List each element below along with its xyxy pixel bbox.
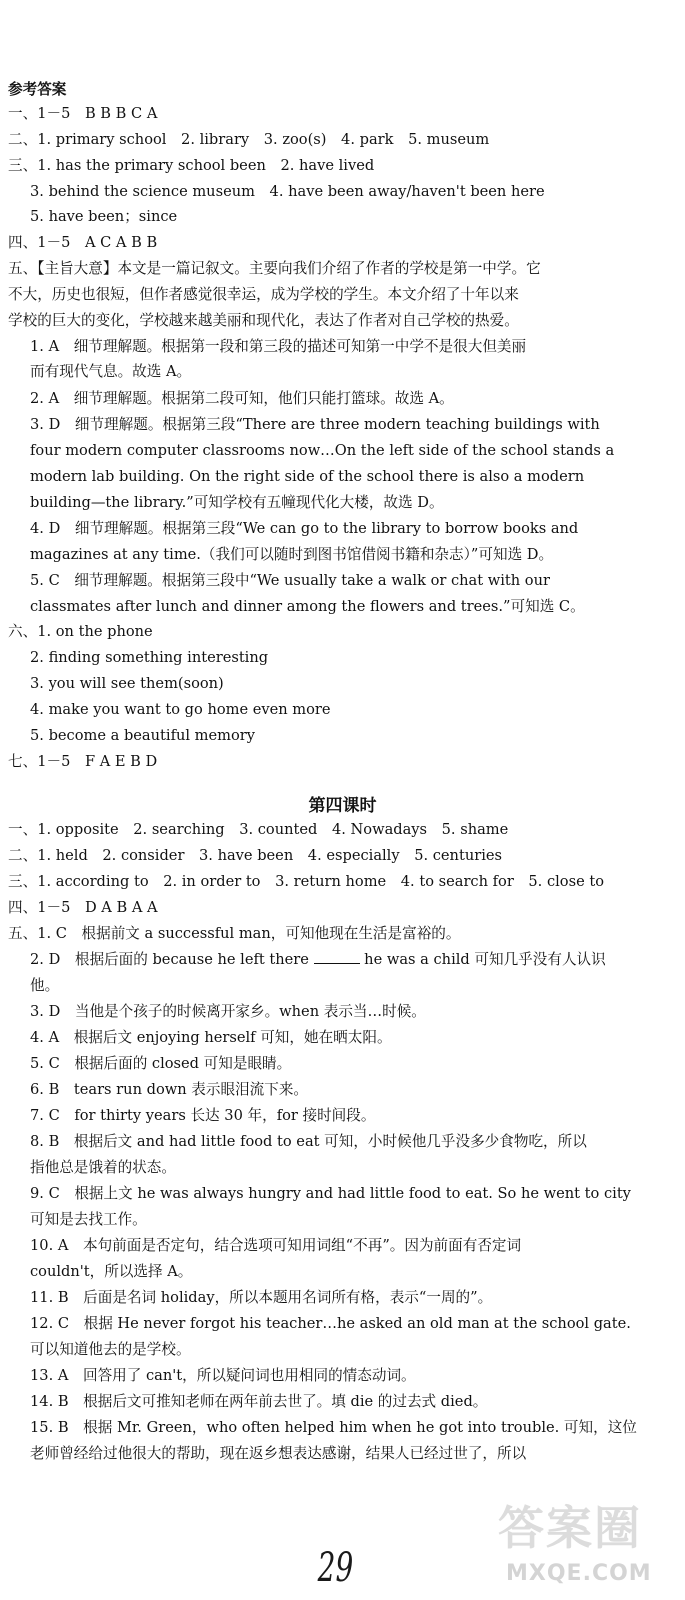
answer-text: 2. D 根据后面的 because he left there (30, 951, 309, 968)
answer-line: modern lab building. On the right side of the school there is also a modern (30, 468, 585, 485)
answer-line: 老师曾经给过他很大的帮助，现在返乡想表达感谢，结果人已经过世了，所以 (30, 1445, 527, 1462)
answer-line: 1. A 细节理解题。根据第一段和第三段的描述可知第一中学不是很大但美丽 (30, 338, 527, 355)
answer-line: couldn't，所以选择 A。 (30, 1263, 193, 1280)
answer-line: 可以知道他去的是学校。 (30, 1341, 191, 1358)
page-heading: 参考答案 (8, 81, 67, 98)
watermark-logo (478, 1500, 678, 1596)
answer-line: 他。 (30, 977, 60, 994)
answer-line: 一、1. opposite 2. searching 3. counted 4. Nowadays 5. shame (8, 821, 509, 838)
watermark-url: MXQE.COM (506, 1561, 652, 1586)
answer-line: 四、1－5 D A B A A (8, 899, 158, 916)
answer-line: 不大，历史也很短，但作者感觉很幸运，成为学校的学生。本文介绍了十年以来 (8, 286, 519, 303)
answer-line: 七、1－5 F A E B D (8, 753, 158, 770)
answer-line: 五、【主旨大意】本文是一篇记叙文。主要向我们介绍了作者的学校是第一中学。它 (8, 260, 541, 277)
section-title: 第四课时 (308, 796, 377, 816)
answer-line: 指他总是饿着的状态。 (30, 1159, 176, 1176)
answer-line: 2. finding something interesting (30, 649, 269, 666)
answer-line: 14. B 根据后文可推知老师在两年前去世了。填 die 的过去式 died。 (30, 1393, 488, 1410)
answer-line: 四、1－5 A C A B B (8, 234, 158, 251)
answer-line: 5. become a beautiful memory (30, 727, 255, 744)
answer-line: 4. A 根据后文 enjoying herself 可知，她在晒太阳。 (30, 1029, 392, 1046)
answer-line: 11. B 后面是名词 holiday，所以本题用名词所有格，表示“一周的”。 (30, 1289, 493, 1306)
answer-line: 13. A 回答用了 can't，所以疑问词也用相同的情态动词。 (30, 1367, 416, 1384)
answer-line: 5. C 细节理解题。根据第三段中“We usually take a walk or chat with our (30, 572, 550, 589)
answer-line: 15. B 根据 Mr. Green，who often helped him when he got into trouble. 可知，这位 (30, 1419, 637, 1436)
watermark-text: 答案圈 (498, 1501, 642, 1555)
answer-text: he was a child 可知几乎没有人认识 (364, 951, 606, 968)
answer-line: 3. D 细节理解题。根据第三段“There are three modern teaching buildings with (30, 416, 600, 433)
answer-line: 二、1. primary school 2. library 3. zoo(s) 4. park 5. museum (8, 131, 490, 148)
answer-line: 可知是去找工作。 (30, 1211, 147, 1228)
answer-line: 6. B tears run down 表示眼泪流下来。 (30, 1081, 309, 1098)
answer-line: four modern computer classrooms now…On the left side of the school stands a (30, 442, 615, 459)
answer-line: 5. C 根据后面的 closed 可知是眼睛。 (30, 1055, 292, 1072)
answer-line: 4. make you want to go home even more (30, 701, 331, 718)
answer-line: 三、1. has the primary school been 2. have lived (8, 157, 375, 174)
answer-line: 3. you will see them(soon) (30, 675, 224, 692)
answer-line: classmates after lunch and dinner among the flowers and trees.”可知选 C。 (30, 598, 585, 615)
answer-line: 而有现代气息。故选 A。 (30, 363, 192, 380)
answer-line: 六、1. on the phone (8, 623, 153, 640)
answer-line: 8. B 根据后文 and had little food to eat 可知，小时候他几乎没多少食物吃，所以 (30, 1133, 587, 1150)
answer-line: 9. C 根据上文 he was always hungry and had little food to eat. So he went to city (30, 1185, 631, 1202)
answer-line: 学校的巨大的变化，学校越来越美丽和现代化，表达了作者对自己学校的热爱。 (8, 312, 519, 329)
answer-line: 2. A 细节理解题。根据第二段可知，他们只能打篮球。故选 A。 (30, 390, 454, 407)
answer-line: 一、1－5 B B B C A (8, 105, 158, 122)
answer-line: 4. D 细节理解题。根据第三段“We can go to the library to borrow books and (30, 520, 579, 537)
answer-line: 3. behind the science museum 4. have been away/haven't been here (30, 183, 545, 200)
answer-line-with-blank (30, 950, 606, 970)
answer-line: 5. have been；since (30, 208, 178, 225)
answer-line: magazines at any time.（我们可以随时到图书馆借阅书籍和杂志）”可知选 D。 (30, 546, 554, 563)
page-number: 29 (317, 1545, 354, 1591)
answer-line: 五、1. C 根据前文 a successful man，可知他现在生活是富裕的。 (8, 925, 461, 942)
answer-line: 12. C 根据 He never forgot his teacher…he asked an old man at the school gate. (30, 1315, 631, 1332)
answer-line: building—the library.”可知学校有五幢现代化大楼，故选 D。 (30, 494, 444, 511)
answer-line: 3. D 当他是个孩子的时候离开家乡。when 表示当…时候。 (30, 1003, 426, 1020)
answer-line: 三、1. according to 2. in order to 3. return home 4. to search for 5. close to (8, 873, 604, 890)
fill-blank (314, 951, 360, 964)
answer-line: 10. A 本句前面是否定句，结合选项可知用词组“不再”。因为前面有否定词 (30, 1237, 522, 1254)
answer-line: 二、1. held 2. consider 3. have been 4. especially 5. centuries (8, 847, 502, 864)
answer-line: 7. C for thirty years 长达 30 年，for 接时间段。 (30, 1107, 376, 1124)
